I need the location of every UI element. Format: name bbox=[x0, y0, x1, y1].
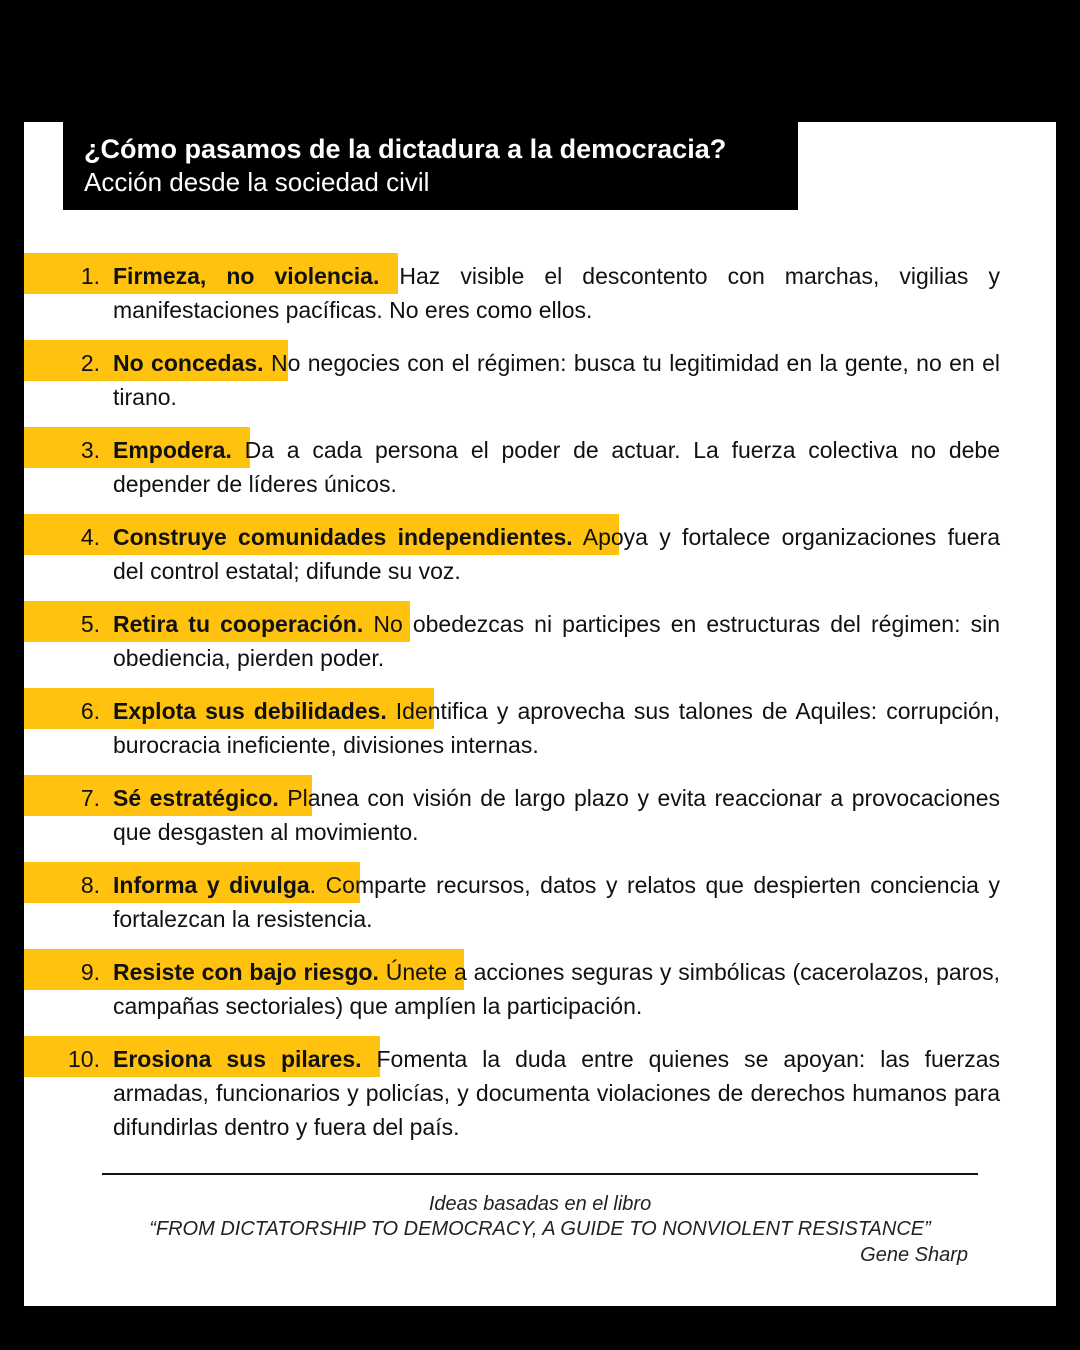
item-number: 2. bbox=[80, 350, 100, 376]
item-body: Apoya y fortalece organizaciones fuera del control estatal; difunde su voz. bbox=[113, 524, 1001, 584]
item-text bbox=[113, 520, 1000, 588]
item-body: Únete a acciones seguras y simbólicas (cacerolazos, paros, campañas sectoriales) que amplíen la participación. bbox=[113, 959, 1000, 1019]
item-text bbox=[113, 868, 1000, 936]
book-title: “FROM DICTATORSHIP TO DEMOCRACY, A GUIDE TO NONVIOLENT RESISTANCE” bbox=[149, 1218, 931, 1240]
item-body: Da a cada persona el poder de actuar. La fuerza colectiva no debe depender de líderes únicos. bbox=[113, 437, 1001, 497]
item-heading: No concedas. bbox=[113, 350, 264, 376]
item-number: 5. bbox=[80, 611, 100, 637]
item-body: Planea con visión de largo plazo y evita reaccionar a provocaciones que desgasten al movimiento. bbox=[113, 785, 1001, 845]
item-heading: Construye comunidades independientes. bbox=[113, 524, 573, 550]
page-title: ¿Cómo pasamos de la dictadura a la democracia? bbox=[84, 134, 727, 164]
item-text bbox=[113, 1042, 1000, 1144]
item-number: 1. bbox=[80, 263, 100, 289]
item-heading: Explota sus debilidades. bbox=[113, 698, 387, 724]
list-item bbox=[24, 513, 1000, 600]
source-intro: Ideas basadas en el libro bbox=[428, 1193, 652, 1215]
list-item bbox=[24, 948, 1000, 1035]
list-item bbox=[24, 1035, 1000, 1140]
item-text bbox=[113, 955, 1000, 1023]
list-item bbox=[24, 252, 1000, 339]
item-number: 4. bbox=[80, 524, 100, 550]
item-text bbox=[113, 259, 1000, 327]
header-banner bbox=[63, 122, 798, 210]
list-item bbox=[24, 774, 1000, 861]
item-body: Fomenta la duda entre quienes se apoyan: las fuerzas armadas, funcionarios y policías, y documenta violaciones de derechos humanos para difundirlas dentro y fuera del país. bbox=[113, 1046, 1000, 1140]
page-subtitle: Acción desde la sociedad civil bbox=[84, 167, 430, 197]
strategy-list bbox=[24, 252, 1001, 1140]
list-item bbox=[24, 339, 1000, 426]
item-text bbox=[113, 346, 1000, 414]
item-body: No negocies con el régimen: busca tu legitimidad en la gente, no en el tirano. bbox=[113, 350, 1001, 410]
item-heading: Empodera. bbox=[113, 437, 232, 463]
item-number: 3. bbox=[80, 437, 100, 463]
item-number: 10. bbox=[68, 1046, 100, 1072]
item-body: Haz visible el descontento con marchas, vigilias y manifestaciones pacíficas. No eres como ellos. bbox=[113, 263, 1000, 323]
book-author: Gene Sharp bbox=[860, 1244, 968, 1266]
item-heading: Resiste con bajo riesgo. bbox=[113, 959, 379, 985]
item-heading: Retira tu cooperación. bbox=[113, 611, 364, 637]
item-text bbox=[113, 781, 1000, 849]
item-body: . Comparte recursos, datos y relatos que despierten conciencia y fortalezcan la resistencia. bbox=[113, 872, 1000, 932]
item-text bbox=[113, 433, 1000, 501]
item-text bbox=[113, 694, 1000, 762]
item-number: 9. bbox=[80, 959, 100, 985]
list-item bbox=[24, 687, 1000, 774]
item-number: 6. bbox=[80, 698, 100, 724]
item-heading: Erosiona sus pilares. bbox=[113, 1046, 362, 1072]
item-heading: Informa y divulga bbox=[113, 872, 310, 898]
source-note bbox=[110, 1192, 970, 1268]
list-item bbox=[24, 426, 1000, 513]
item-number: 7. bbox=[80, 785, 100, 811]
list-item bbox=[24, 600, 1000, 687]
item-body: Identifica y aprovecha sus talones de Aquiles: corrupción, burocracia ineficiente, divisiones internas. bbox=[113, 698, 1000, 758]
divider bbox=[102, 1173, 978, 1175]
item-body: No obedezcas ni participes en estructuras del régimen: sin obediencia, pierden poder. bbox=[113, 611, 1000, 671]
list-item bbox=[24, 861, 1000, 948]
item-heading: Sé estratégico. bbox=[113, 785, 279, 811]
item-heading: Firmeza, no violencia. bbox=[113, 263, 380, 289]
item-text bbox=[113, 607, 1000, 675]
item-number: 8. bbox=[80, 872, 100, 898]
